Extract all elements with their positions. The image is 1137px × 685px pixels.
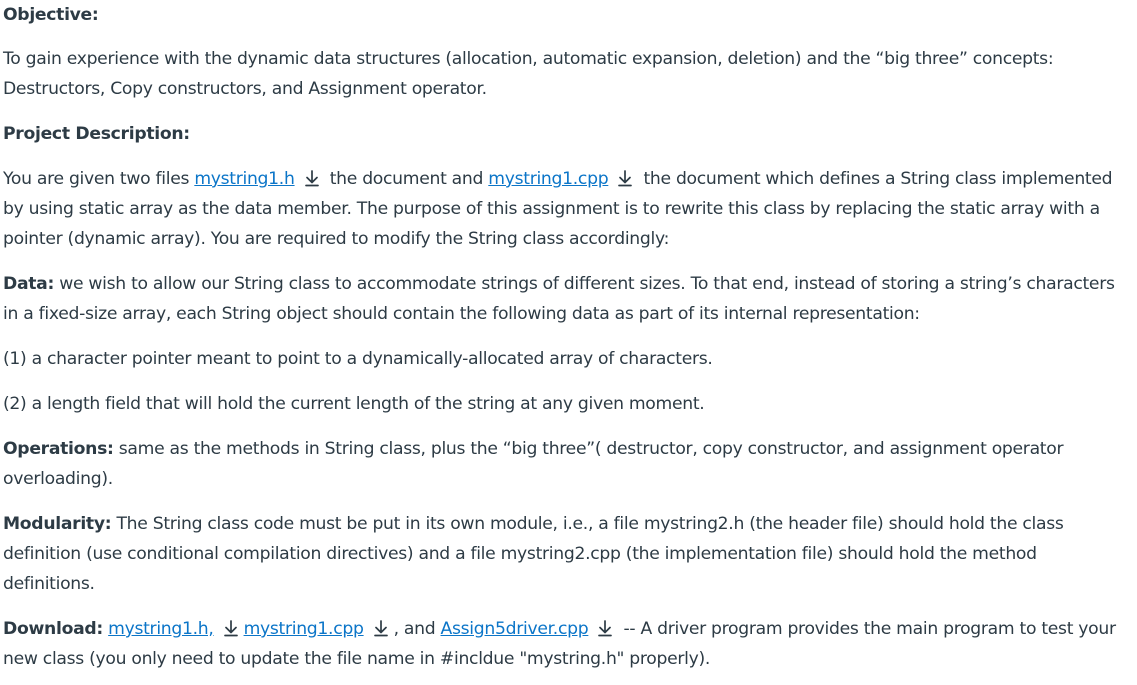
list-item-1: (1) a character pointer meant to point to a dynamically-allocated array of characters. [3, 349, 713, 369]
data-text: we wish to allow our String class to accommodate strings of different sizes. To that end, instead of storing a string’s characters in a fixed-size array, each String object should contain the following data as part of its internal representation: [3, 274, 1115, 324]
intro-text-1: You are given two files [3, 169, 195, 189]
modularity-paragraph [3, 509, 1129, 599]
modularity-text: The String class code must be put in its own module, i.e., a file mystring2.h (the header file) should hold the class definition (use conditional compilation directives) and a file mystring2.cpp (the implementation file) should hold the method definitions. [3, 514, 1064, 594]
operations-paragraph [3, 434, 1129, 494]
data-paragraph [3, 269, 1129, 329]
download-text: -- A driver program provides the main program to test your new class (you only need to update the file name in #incldue "mystring.h" properly). [3, 619, 1116, 669]
download-mystring1-h-link[interactable]: mystring1.h, [108, 619, 214, 639]
operations-label: Operations: [3, 439, 114, 459]
download-mystring1-cpp-link[interactable]: mystring1.cpp [243, 619, 364, 639]
mystring1-h-link[interactable]: mystring1.h [194, 169, 295, 189]
intro-text-2: the document and [324, 169, 489, 189]
download-arrow-icon[interactable] [372, 619, 390, 637]
data-label: Data: [3, 274, 55, 294]
list-item-2: (2) a length field that will hold the current length of the string at any given moment. [3, 394, 705, 414]
intro-text-3: the document which defines a String class implemented by using static array as the data member. The purpose of this assignment is to rewrite this class by replacing the static array with a pointer (dynamic array). You are required to modify the String class accordingly: [3, 169, 1113, 249]
download-and-text: , and [393, 619, 441, 639]
assign5driver-cpp-link[interactable]: Assign5driver.cpp [440, 619, 589, 639]
download-arrow-icon[interactable] [303, 169, 321, 187]
modularity-label: Modularity: [3, 514, 112, 534]
project-description-heading: Project Description: [3, 124, 190, 144]
mystring1-cpp-link[interactable]: mystring1.cpp [488, 169, 609, 189]
download-label: Download: [3, 619, 103, 639]
download-arrow-icon[interactable] [616, 169, 634, 187]
objective-heading: Objective: [3, 5, 99, 25]
intro-paragraph [3, 164, 1129, 254]
operations-text: same as the methods in String class, plus the “big three”( destructor, copy constructor, and assignment operator overloading). [3, 439, 1064, 489]
download-paragraph [3, 614, 1129, 674]
download-arrow-icon[interactable] [222, 619, 240, 637]
objective-text: To gain experience with the dynamic data structures (allocation, automatic expansion, deletion) and the “big three” concepts: Destructors, Copy constructors, and Assignment operator. [3, 49, 1054, 99]
download-arrow-icon[interactable] [596, 619, 614, 637]
